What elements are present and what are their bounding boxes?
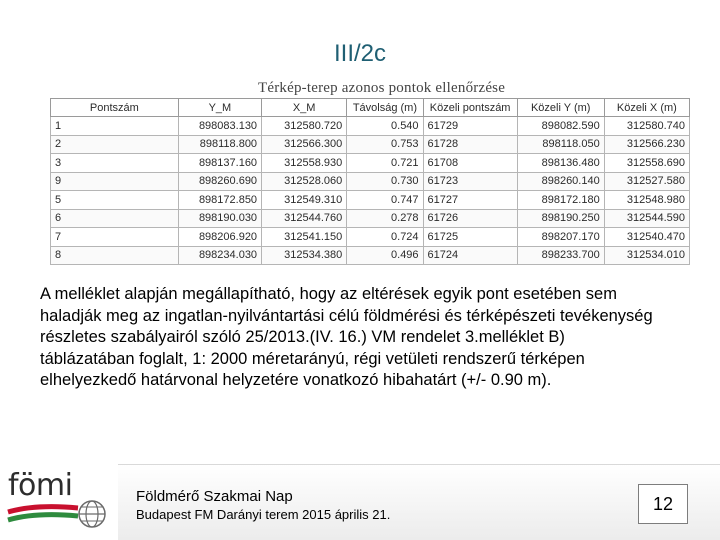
- conclusion-paragraph: [40, 284, 720, 392]
- cell-pontszam: 8: [51, 246, 179, 265]
- cell-kozeli-x: 312580.740: [604, 117, 689, 136]
- col-header-kozeli-pontszam: Közeli pontszám: [423, 99, 517, 117]
- cell-pontszam: 9: [51, 172, 179, 191]
- fomi-logo: [6, 468, 110, 536]
- page-number: 12: [638, 484, 688, 524]
- cell-kozeli-y: 898082.590: [517, 117, 604, 136]
- cell-pontszam: 7: [51, 228, 179, 247]
- cell-tavolsag: 0.724: [347, 228, 423, 247]
- cell-kozeli-pontszam: 61724: [423, 246, 517, 265]
- cell-pontszam: 5: [51, 191, 179, 210]
- cell-kozeli-y: 898172.180: [517, 191, 604, 210]
- col-header-pontszam: Pontszám: [51, 99, 179, 117]
- cell-kozeli-y: 898136.480: [517, 154, 604, 173]
- paragraph-line: táblázatában foglalt, 1: 2000 méretarányú, régi vetületi rendszerű térképen: [40, 349, 585, 368]
- col-header-x: X_M: [262, 99, 347, 117]
- paragraph-line: A melléklet alapján megállapítható, hogy az eltérések egyik pont esetében sem: [40, 285, 617, 303]
- cell-y: 898118.800: [178, 135, 261, 154]
- table-row: [51, 246, 690, 265]
- cell-kozeli-pontszam: 61728: [423, 135, 517, 154]
- cell-pontszam: 1: [51, 117, 179, 136]
- col-header-kozeli-y: Közeli Y (m): [517, 99, 604, 117]
- paragraph-line: részletes szabályairól szóló 25/2013.(IV. 16.) VM rendelet 3.melléklet B): [40, 328, 565, 346]
- col-header-kozeli-x: Közeli X (m): [604, 99, 689, 117]
- cell-kozeli-pontszam: 61725: [423, 228, 517, 247]
- comparison-table-container: [50, 98, 690, 268]
- cell-kozeli-x: 312540.470: [604, 228, 689, 247]
- paragraph-line: elhelyezkedő határvonal helyzetére vonatkozó hibahatárt (+/- 0.90 m).: [40, 371, 552, 389]
- cell-kozeli-y: 898260.140: [517, 172, 604, 191]
- cell-x: 312566.300: [262, 135, 347, 154]
- cell-pontszam: 2: [51, 135, 179, 154]
- table-row: [51, 117, 690, 136]
- cell-y: 898190.030: [178, 209, 261, 228]
- cell-x: 312534.380: [262, 246, 347, 265]
- cell-tavolsag: 0.753: [347, 135, 423, 154]
- cell-tavolsag: 0.278: [347, 209, 423, 228]
- comparison-table: [50, 98, 690, 265]
- cell-x: 312528.060: [262, 172, 347, 191]
- cell-x: 312580.720: [262, 117, 347, 136]
- cell-x: 312558.930: [262, 154, 347, 173]
- cell-x: 312549.310: [262, 191, 347, 210]
- table-header-row: [51, 99, 690, 117]
- cell-kozeli-x: 312544.590: [604, 209, 689, 228]
- cell-tavolsag: 0.721: [347, 154, 423, 173]
- cell-kozeli-pontszam: 61729: [423, 117, 517, 136]
- cell-y: 898172.850: [178, 191, 261, 210]
- footer-title: Földmérő Szakmai Nap: [136, 488, 293, 505]
- cell-kozeli-y: 898233.700: [517, 246, 604, 265]
- cell-kozeli-x: 312558.690: [604, 154, 689, 173]
- cell-kozeli-pontszam: 61727: [423, 191, 517, 210]
- cell-kozeli-y: 898118.050: [517, 135, 604, 154]
- table-row: [51, 172, 690, 191]
- cell-kozeli-y: 898190.250: [517, 209, 604, 228]
- table-row: [51, 154, 690, 173]
- cell-kozeli-x: 312566.230: [604, 135, 689, 154]
- cell-tavolsag: 0.540: [347, 117, 423, 136]
- logo-wordmark: fömi: [8, 468, 73, 503]
- cell-kozeli-x: 312527.580: [604, 172, 689, 191]
- table-row: [51, 228, 690, 247]
- cell-y: 898234.030: [178, 246, 261, 265]
- cell-y: 898206.920: [178, 228, 261, 247]
- cell-kozeli-y: 898207.170: [517, 228, 604, 247]
- cell-y: 898260.690: [178, 172, 261, 191]
- paragraph-line: haladják meg az ingatlan-nyilvántartási célú földmérési és térképészeti tevékenység: [40, 306, 653, 325]
- logo-flag-globe-icon: [6, 468, 110, 536]
- slide-title: III/2c: [333, 40, 387, 67]
- col-header-y: Y_M: [178, 99, 261, 117]
- cell-kozeli-pontszam: 61726: [423, 209, 517, 228]
- cell-y: 898137.160: [178, 154, 261, 173]
- cell-kozeli-x: 312548.980: [604, 191, 689, 210]
- cell-pontszam: 3: [51, 154, 179, 173]
- cell-x: 312541.150: [262, 228, 347, 247]
- cell-kozeli-pontszam: 61723: [423, 172, 517, 191]
- footer-divider: [118, 464, 720, 465]
- footer-subtitle: Budapest FM Darányi terem 2015 április 21.: [136, 507, 391, 522]
- table-row: [51, 209, 690, 228]
- cell-kozeli-x: 312534.010: [604, 246, 689, 265]
- table-row: [51, 191, 690, 210]
- cell-tavolsag: 0.747: [347, 191, 423, 210]
- table-caption: Térkép-terep azonos pontok ellenőrzése: [258, 80, 506, 96]
- cell-x: 312544.760: [262, 209, 347, 228]
- table-row: [51, 135, 690, 154]
- cell-pontszam: 6: [51, 209, 179, 228]
- cell-kozeli-pontszam: 61708: [423, 154, 517, 173]
- cell-tavolsag: 0.496: [347, 246, 423, 265]
- cell-tavolsag: 0.730: [347, 172, 423, 191]
- cell-y: 898083.130: [178, 117, 261, 136]
- col-header-tavolsag: Távolság (m): [347, 99, 423, 117]
